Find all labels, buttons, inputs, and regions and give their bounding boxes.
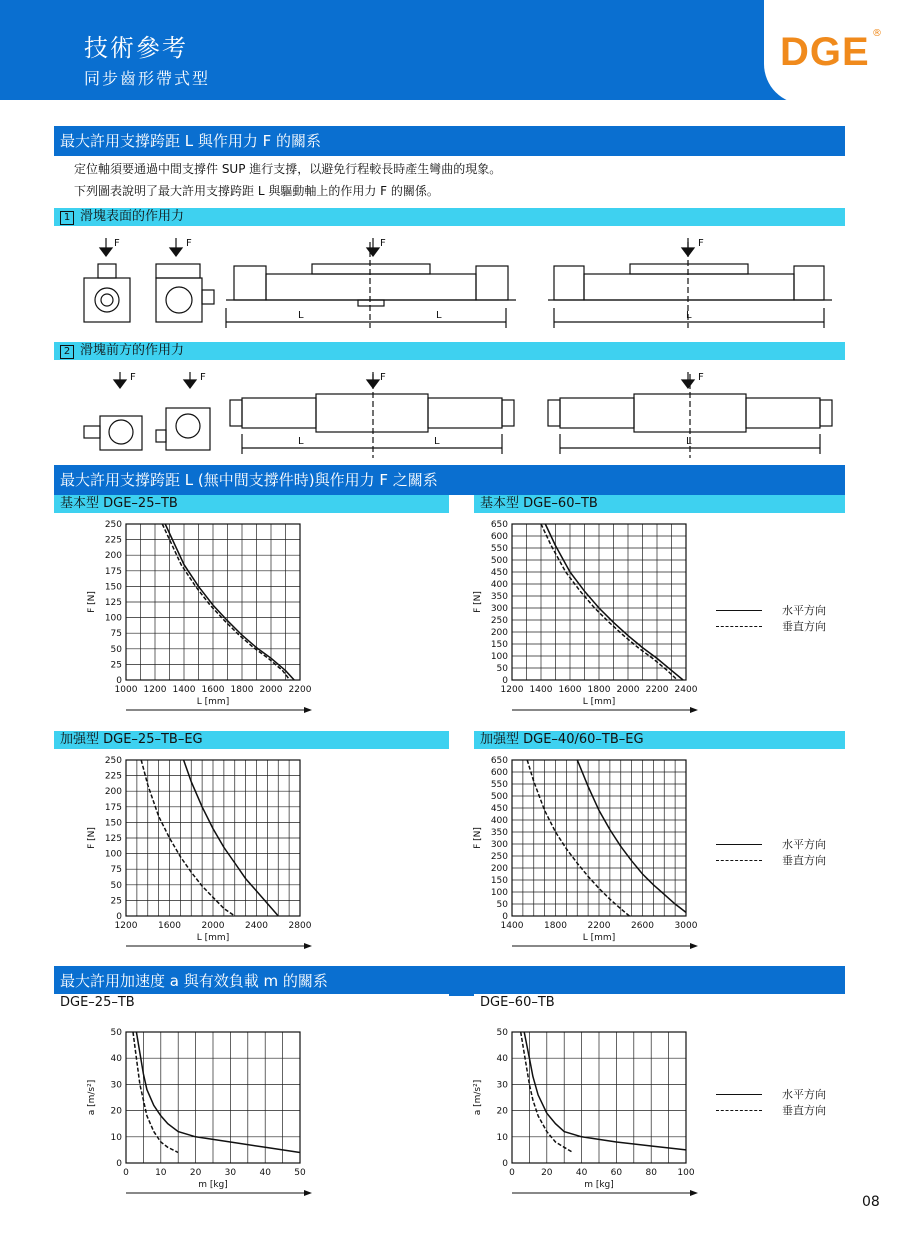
chart-title: 基本型 DGE–60–TB bbox=[474, 495, 845, 513]
intro-paragraph-2: 下列圖表說明了最大許用支撐跨距 L 與驅動軸上的作用力 F 的關係。 bbox=[74, 184, 439, 198]
profile-section-3 bbox=[84, 416, 142, 450]
y-tick-label: 550 bbox=[490, 544, 508, 554]
y-tick-label: 650 bbox=[490, 756, 508, 766]
y-tick-label: 30 bbox=[110, 1080, 122, 1091]
x-axis-label: L [mm] bbox=[582, 697, 616, 707]
x-tick-label: 60 bbox=[610, 1168, 623, 1178]
x-tick-label: 3000 bbox=[674, 921, 698, 931]
legend-bottom bbox=[716, 1086, 826, 1118]
y-tick-label: 0 bbox=[116, 1159, 122, 1169]
y-tick-label: 10 bbox=[496, 1132, 508, 1143]
y-tick-label: 300 bbox=[490, 604, 508, 614]
x-tick-label: 1400 bbox=[500, 921, 524, 931]
y-tick-label: 225 bbox=[104, 771, 122, 782]
arrow-head-icon bbox=[304, 1190, 312, 1196]
y-tick-label: 150 bbox=[490, 640, 508, 650]
subsection-force-surface bbox=[54, 208, 845, 226]
y-tick-label: 175 bbox=[104, 802, 122, 813]
y-tick-label: 40 bbox=[496, 1054, 508, 1065]
span-label: L bbox=[436, 310, 442, 321]
y-tick-label: 0 bbox=[502, 676, 508, 686]
x-tick-label: 2600 bbox=[631, 921, 654, 931]
y-axis-label: F [N] bbox=[87, 591, 97, 613]
y-tick-label: 400 bbox=[490, 816, 508, 826]
x-tick-label: 10 bbox=[155, 1168, 167, 1178]
x-tick-label: 40 bbox=[575, 1168, 588, 1178]
span-label: L bbox=[434, 436, 440, 447]
y-tick-label: 50 bbox=[110, 880, 122, 891]
page-number: 08 bbox=[862, 1194, 880, 1210]
x-axis-label: L [mm] bbox=[582, 933, 616, 943]
x-tick-label: 1800 bbox=[587, 685, 611, 695]
y-tick-label: 250 bbox=[104, 520, 122, 530]
y-tick-label: 200 bbox=[104, 787, 122, 798]
y-tick-label: 500 bbox=[490, 556, 508, 566]
x-axis-label: L [mm] bbox=[196, 933, 230, 943]
chart-dge-25-tb-eg bbox=[70, 752, 330, 952]
y-tick-label: 40 bbox=[110, 1054, 122, 1065]
y-tick-label: 250 bbox=[490, 616, 508, 626]
y-tick-label: 10 bbox=[110, 1132, 122, 1143]
x-tick-label: 1600 bbox=[158, 921, 181, 931]
y-tick-label: 100 bbox=[490, 652, 508, 662]
x-tick-label: 2000 bbox=[259, 685, 283, 695]
y-tick-label: 75 bbox=[110, 629, 122, 640]
y-tick-label: 250 bbox=[104, 756, 122, 766]
x-axis-label: m [kg] bbox=[584, 1180, 614, 1190]
chart-title: DGE–60–TB bbox=[474, 994, 845, 1012]
y-tick-label: 0 bbox=[502, 912, 508, 922]
y-tick-label: 125 bbox=[104, 834, 122, 844]
y-axis-label: F [N] bbox=[473, 827, 483, 849]
y-tick-label: 550 bbox=[490, 780, 508, 790]
legend-middle bbox=[716, 836, 826, 868]
y-axis-label: F [N] bbox=[87, 827, 97, 849]
y-tick-label: 20 bbox=[496, 1106, 508, 1117]
x-tick-label: 2800 bbox=[288, 921, 312, 931]
y-tick-label: 50 bbox=[110, 1028, 122, 1038]
chart-dge-40-60-tb-eg bbox=[456, 752, 716, 952]
logo-area bbox=[764, 0, 910, 104]
y-tick-label: 350 bbox=[490, 592, 508, 602]
x-tick-label: 50 bbox=[294, 1168, 306, 1178]
y-tick-label: 150 bbox=[104, 818, 122, 829]
x-tick-label: 100 bbox=[677, 1168, 695, 1178]
y-tick-label: 200 bbox=[104, 551, 122, 562]
span-label: L bbox=[298, 310, 304, 321]
x-tick-label: 2400 bbox=[674, 685, 698, 695]
legend-item-vertical: 垂直方向 bbox=[716, 618, 826, 634]
x-tick-label: 20 bbox=[189, 1168, 202, 1178]
chart-accel-dge-60-tb bbox=[456, 1024, 716, 1199]
y-tick-label: 0 bbox=[502, 1159, 508, 1169]
x-tick-label: 1200 bbox=[500, 685, 524, 695]
series-vertical-line bbox=[527, 760, 629, 916]
span-label: L bbox=[298, 436, 304, 447]
y-axis-label: F [N] bbox=[473, 591, 483, 613]
legend-item-vertical: 垂直方向 bbox=[716, 1102, 826, 1118]
y-tick-label: 200 bbox=[490, 864, 508, 874]
chart-dge-25-tb bbox=[70, 516, 330, 716]
x-axis-label: m [kg] bbox=[198, 1180, 228, 1190]
profile-section-1 bbox=[84, 264, 130, 322]
x-tick-label: 1600 bbox=[201, 685, 225, 695]
legend-item-horizontal: 水平方向 bbox=[716, 602, 826, 618]
brand-logo: DGE bbox=[780, 30, 870, 74]
legend-item-horizontal: 水平方向 bbox=[716, 836, 826, 852]
chart-accel-dge-25-tb bbox=[70, 1024, 330, 1199]
x-tick-label: 30 bbox=[224, 1168, 237, 1178]
profile-section-4 bbox=[156, 408, 210, 450]
legend-item-horizontal: 水平方向 bbox=[716, 1086, 826, 1102]
x-tick-label: 1800 bbox=[230, 685, 254, 695]
y-tick-label: 175 bbox=[104, 566, 122, 577]
x-tick-label: 1600 bbox=[558, 685, 582, 695]
dashed-line-swatch bbox=[716, 1110, 762, 1111]
chart-title: 基本型 DGE–25–TB bbox=[54, 495, 449, 513]
chart-title: 加强型 DGE–25–TB–EG bbox=[54, 731, 449, 749]
x-tick-label: 1400 bbox=[529, 685, 553, 695]
x-tick-label: 1000 bbox=[114, 685, 138, 695]
subsection-number: 1 bbox=[60, 211, 74, 225]
force-label: F bbox=[380, 238, 386, 249]
x-tick-label: 1200 bbox=[114, 921, 138, 931]
y-tick-label: 650 bbox=[490, 520, 508, 530]
chart-title: DGE–25–TB bbox=[54, 994, 449, 1012]
force-label: F bbox=[698, 238, 704, 249]
series-horizontal-line bbox=[545, 524, 683, 680]
x-tick-label: 40 bbox=[259, 1168, 271, 1178]
subsection-force-front bbox=[54, 342, 845, 360]
legend-item-vertical: 垂直方向 bbox=[716, 852, 826, 868]
y-tick-label: 250 bbox=[490, 852, 508, 862]
solid-line-swatch bbox=[716, 610, 762, 611]
profile-section-2 bbox=[156, 264, 214, 322]
arrow-head-icon bbox=[690, 707, 698, 713]
arrow-head-icon bbox=[690, 943, 698, 949]
force-label: F bbox=[130, 372, 136, 383]
registered-mark: ® bbox=[872, 28, 882, 39]
arrow-head-icon bbox=[304, 707, 312, 713]
force-label: F bbox=[186, 238, 192, 249]
y-tick-label: 25 bbox=[110, 660, 122, 671]
arrow-head-icon bbox=[304, 943, 312, 949]
y-tick-label: 450 bbox=[490, 804, 508, 814]
y-tick-label: 200 bbox=[490, 628, 508, 638]
force-label: F bbox=[698, 372, 704, 383]
force-label: F bbox=[380, 372, 386, 383]
x-tick-label: 2000 bbox=[616, 685, 640, 695]
y-tick-label: 50 bbox=[496, 1028, 508, 1038]
x-tick-label: 80 bbox=[645, 1168, 657, 1178]
x-tick-label: 2000 bbox=[201, 921, 225, 931]
chart-dge-60-tb bbox=[456, 516, 716, 716]
dashed-line-swatch bbox=[716, 860, 762, 861]
chart-title: 加强型 DGE–40/60–TB–EG bbox=[474, 731, 845, 749]
y-tick-label: 0 bbox=[116, 676, 122, 686]
dashed-line-swatch bbox=[716, 626, 762, 627]
diagram-force-surface bbox=[54, 228, 845, 338]
subsection-label: 滑塊前方的作用力 bbox=[80, 343, 185, 358]
x-tick-label: 0 bbox=[509, 1168, 515, 1178]
page-subtitle: 同步齒形帶式型 bbox=[84, 69, 211, 88]
y-tick-label: 0 bbox=[116, 912, 122, 922]
y-tick-label: 125 bbox=[104, 598, 122, 608]
axis-with-support bbox=[226, 242, 516, 328]
y-tick-label: 30 bbox=[496, 1080, 508, 1091]
y-tick-label: 100 bbox=[490, 888, 508, 898]
y-tick-label: 100 bbox=[104, 849, 122, 860]
y-tick-label: 600 bbox=[490, 532, 508, 542]
x-tick-label: 2400 bbox=[245, 921, 268, 931]
x-tick-label: 2200 bbox=[587, 921, 611, 931]
y-tick-label: 20 bbox=[110, 1106, 122, 1117]
y-tick-label: 225 bbox=[104, 535, 122, 546]
x-tick-label: 0 bbox=[123, 1168, 129, 1178]
x-tick-label: 2200 bbox=[288, 685, 312, 695]
y-tick-label: 50 bbox=[110, 644, 122, 655]
y-tick-label: 75 bbox=[110, 865, 122, 876]
subsection-number: 2 bbox=[60, 345, 74, 359]
y-tick-label: 150 bbox=[490, 876, 508, 886]
x-tick-label: 1200 bbox=[143, 685, 167, 695]
y-tick-label: 50 bbox=[496, 900, 508, 910]
y-axis-label: a [m/s²] bbox=[473, 1079, 483, 1116]
section-title-span-no-support: 最大許用支撐跨距 L (無中間支撐件時)與作用力 F 之關系 bbox=[54, 465, 845, 495]
section-title-acceleration: 最大許用加速度 a 與有效負載 m 的關系 bbox=[54, 966, 845, 996]
x-axis-label: L [mm] bbox=[196, 697, 230, 707]
y-tick-label: 100 bbox=[104, 613, 122, 624]
y-tick-label: 25 bbox=[110, 896, 122, 907]
y-tick-label: 600 bbox=[490, 768, 508, 778]
subsection-label: 滑塊表面的作用力 bbox=[80, 209, 185, 224]
y-tick-label: 500 bbox=[490, 792, 508, 802]
solid-line-swatch bbox=[716, 844, 762, 845]
y-tick-label: 400 bbox=[490, 580, 508, 590]
section-title-span-force: 最大許用支撐跨距 L 與作用力 F 的關系 bbox=[54, 126, 845, 156]
force-label: F bbox=[200, 372, 206, 383]
y-axis-label: a [m/s²] bbox=[87, 1079, 97, 1116]
page-title: 技術參考 bbox=[84, 34, 188, 62]
x-tick-label: 1800 bbox=[544, 921, 567, 931]
force-label: F bbox=[114, 238, 120, 249]
arrow-head-icon bbox=[690, 1190, 698, 1196]
x-tick-label: 20 bbox=[541, 1168, 553, 1178]
x-tick-label: 1400 bbox=[172, 685, 196, 695]
diagram-force-front bbox=[54, 362, 845, 462]
y-tick-label: 350 bbox=[490, 828, 508, 838]
y-tick-label: 50 bbox=[496, 664, 508, 674]
x-tick-label: 2200 bbox=[645, 685, 669, 695]
span-label: L bbox=[686, 436, 692, 447]
solid-line-swatch bbox=[716, 1094, 762, 1095]
intro-paragraph-1: 定位軸須要通過中間支撐件 SUP 進行支撐，以避免行程較長時產生彎曲的現象。 bbox=[74, 162, 502, 176]
y-tick-label: 300 bbox=[490, 840, 508, 850]
y-tick-label: 150 bbox=[104, 582, 122, 593]
span-label: L bbox=[686, 310, 692, 321]
legend-top bbox=[716, 602, 826, 634]
series-horizontal-line bbox=[524, 1032, 686, 1150]
y-tick-label: 450 bbox=[490, 568, 508, 578]
